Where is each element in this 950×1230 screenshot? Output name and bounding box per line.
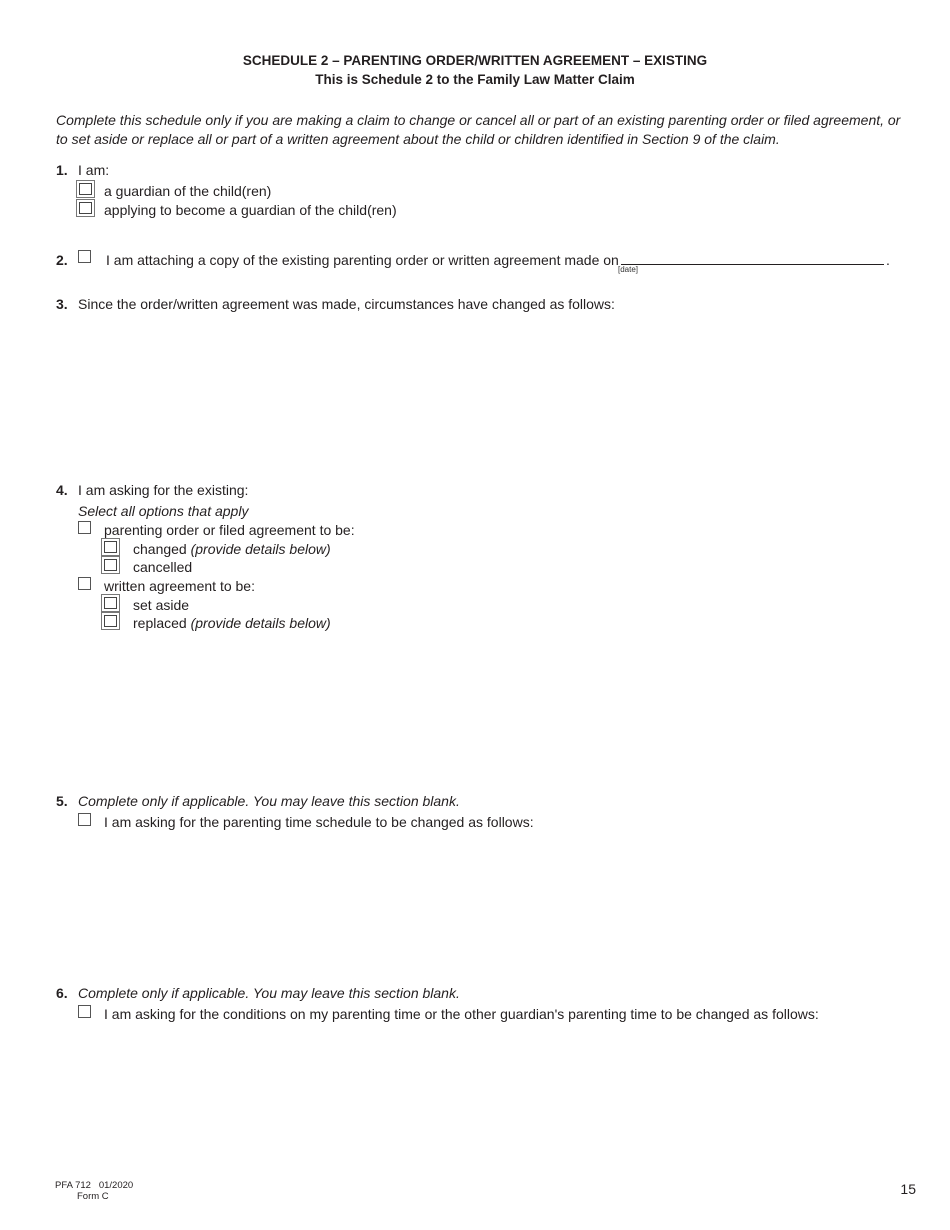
select-all-hint: Select all options that apply (78, 503, 249, 519)
written-agreement-label: written agreement to be: (104, 578, 255, 594)
date-field-label: [date] (618, 265, 639, 274)
applying-guardian-option-label: applying to become a guardian of the child(ren) (104, 202, 397, 218)
section-1-label: I am: (78, 162, 110, 178)
asking-existing-label: I am asking for the existing: (78, 482, 249, 498)
parenting-order-checkbox[interactable] (78, 521, 91, 534)
set-aside-checkbox[interactable] (101, 594, 120, 612)
changed-checkbox[interactable] (101, 538, 120, 556)
applying-guardian-checkbox[interactable] (76, 199, 95, 217)
attach-copy-label: I am attaching a copy of the existing parenting order or written agreement made on (106, 252, 619, 268)
parenting-conditions-label: I am asking for the conditions on my parenting time or the other guardian's parenting time to be changed as follows: (104, 1006, 819, 1022)
cancelled-label: cancelled (133, 559, 193, 575)
cancelled-checkbox[interactable] (101, 556, 120, 574)
replaced-label: replaced (provide details below) (133, 615, 331, 631)
section-1-number: 1. (56, 162, 68, 178)
replaced-note: (provide details below) (190, 615, 331, 631)
date-field-line[interactable] (621, 264, 884, 265)
section-2-period: . (886, 252, 890, 268)
section-6-number: 6. (56, 985, 68, 1001)
schedule-title: SCHEDULE 2 – PARENTING ORDER/WRITTEN AGREEMENT – EXISTING (242, 53, 708, 68)
form-code: PFA 712 01/2020 (55, 1180, 134, 1191)
guardian-checkbox[interactable] (76, 180, 95, 198)
section-2-number: 2. (56, 252, 68, 268)
section-4-number: 4. (56, 482, 68, 498)
schedule-subtitle: This is Schedule 2 to the Family Law Matter Claim (315, 72, 635, 87)
section-3-number: 3. (56, 296, 68, 312)
guardian-option-label: a guardian of the child(ren) (104, 183, 272, 199)
changed-label: changed (provide details below) (133, 541, 331, 557)
parenting-order-label: parenting order or filed agreement to be: (104, 522, 355, 538)
changed-note: (provide details below) (190, 541, 331, 557)
parenting-conditions-checkbox[interactable] (78, 1005, 91, 1018)
parenting-schedule-checkbox[interactable] (78, 813, 91, 826)
page-number: 15 (900, 1181, 916, 1197)
section-6-note: Complete only if applicable. You may leave this section blank. (78, 985, 460, 1001)
written-agreement-checkbox[interactable] (78, 577, 91, 590)
section-5-note: Complete only if applicable. You may leave this section blank. (78, 793, 460, 809)
form-name: Form C (77, 1191, 109, 1202)
circumstances-label: Since the order/written agreement was made, circumstances have changed as follows: (78, 296, 615, 312)
section-5-number: 5. (56, 793, 68, 809)
attach-copy-checkbox[interactable] (78, 250, 91, 263)
parenting-schedule-label: I am asking for the parenting time schedule to be changed as follows: (104, 814, 534, 830)
replaced-checkbox[interactable] (101, 612, 120, 630)
set-aside-label: set aside (133, 597, 190, 613)
intro-instructions: Complete this schedule only if you are making a claim to change or cancel all or part of an existing parenting order or filed agreement, or to set aside or replace all or part of a written agreement about the child or children identified in Section 9 of the claim. (56, 112, 901, 147)
